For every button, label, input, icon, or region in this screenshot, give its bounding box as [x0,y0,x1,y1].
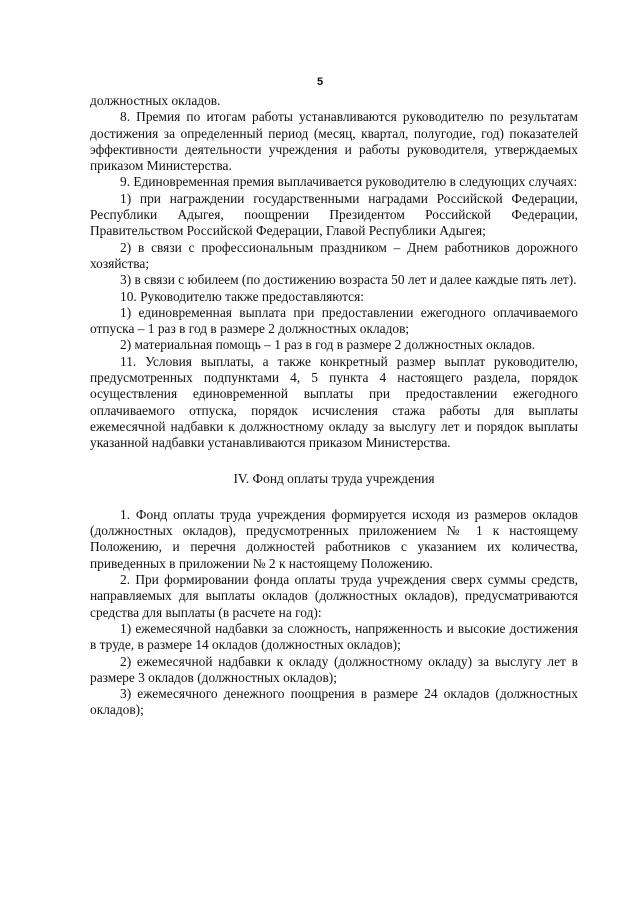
paragraph: 1) ежемесячной надбавки за сложность, напряженность и высокие достижения в труде, в размере 14 окладов (должностных окладов); [90,620,578,653]
paragraph: 8. Премия по итогам работы устанавливаются руководителю по результатам достижения за определенный период (месяц, квартал, полугодие, год) показателей эффективности деятельности учреждения и работы руководителя, утверждаемых приказом Министерства. [90,109,578,174]
page-number: 5 [316,76,324,88]
paragraph: 9. Единовременная премия выплачивается руководителю в следующих случаях: [120,174,578,190]
paragraphs-before-section [90,93,578,452]
paragraph: 11. Условия выплаты, а также конкретный размер выплат руководителю, предусмотренных подпунктами 4, 5 пункта 4 настоящего раздела, порядок осуществления единовременной выплаты при предоставлении ежегодного оплачиваемого отпуска, порядок исчисления стажа работы для выплаты ежемесячной надбавки к должностному окладу за выслугу лет и порядок выплаты указанной надбавки устанавливаются приказом Министерства. [90,353,578,451]
paragraph: 2) материальная помощь – 1 раз в год в размере 2 должностных окладов. [120,337,536,353]
paragraph: 1) при награждении государственными наградами Российской Федерации, Республики Адыгея, поощрении Президентом Российской Федерации, Правительством Российской Федерации, Главой Республики Адыгея; [90,190,578,239]
paragraph: 3) в связи с юбилеем (по достижению возраста 50 лет и далее каждые пять лет). [120,272,577,288]
paragraph: 2. При формировании фонда оплаты труда учреждения сверх суммы средств, направляемых для выплаты окладов (должностных окладов), предусматриваются средства для выплаты (в расчете на год): [90,572,578,620]
section-title: IV. Фонд оплаты труда учреждения [233,470,435,486]
paragraph: 2) в связи с профессиональным праздником – Днем работников дорожного хозяйства; [90,239,578,271]
paragraph: 2) ежемесячной надбавки к окладу (должностному окладу) за выслугу лет в размере 3 окладов (должностных окладов); [90,653,578,685]
paragraphs-after-section [90,507,578,719]
paragraph: 1) единовременная выплата при предоставлении ежегодного оплачиваемого отпуска – 1 раз в год в размере 2 должностных окладов; [90,304,578,337]
paragraph: 10. Руководителю также предоставляются: [120,288,364,304]
document-body [90,93,578,719]
paragraph: 1. Фонд оплаты труда учреждения формируется исходя из размеров окладов (должностных окладов), предусмотренных приложением № 1 к настоящему Положению, и перечня должностей работников с указанием их количества, приведенных в приложении № 2 к настоящему Положению. [90,506,578,571]
paragraph: 3) ежемесячного денежного поощрения в размере 24 окладов (должностных окладов); [90,686,578,718]
paragraph: должностных окладов. [90,93,221,108]
